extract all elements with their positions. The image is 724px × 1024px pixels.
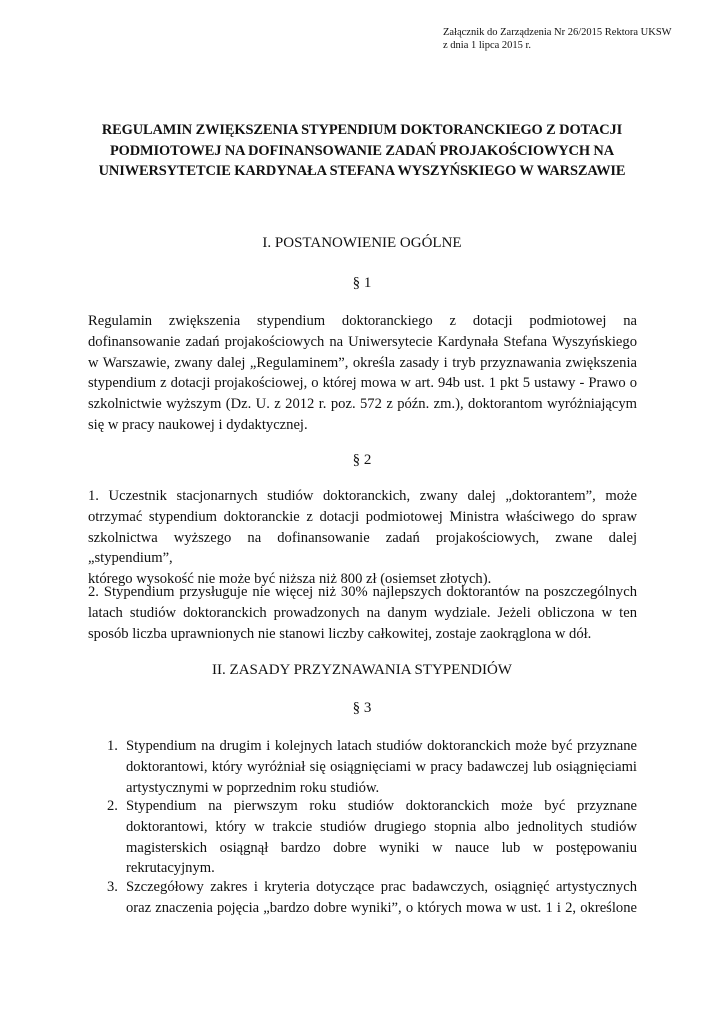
list-item-number: 1. (107, 738, 118, 754)
attachment-note-line-1: Załącznik do Zarządzenia Nr 26/2015 Rektora UKSW (443, 27, 672, 38)
paragraph-2-point-1-line: 1. Uczestnik stacjonarnych studiów doktoranckich, zwany dalej „doktorantem”, może (88, 488, 637, 504)
list-item-text (126, 736, 637, 798)
paragraph-3-symbol: § 3 (352, 700, 372, 716)
list-item-line: oraz znaczenia pojęcia „bardzo dobre wyniki”, o których mowa w ust. 1 i 2, określone (126, 899, 637, 916)
list-item-number: 2. (107, 798, 118, 814)
paragraph-1-line: dofinansowanie zadań projakościowych na Uniwersytecie Kardynała Stefana Wyszyńskiego (88, 333, 637, 350)
paragraph-1-line: stypendium z dotacji projakościowej, o której mowa w art. 94b ust. 1 pkt 5 ustawy - Prawo o (88, 375, 637, 392)
paragraph-2-point-1 (88, 486, 637, 590)
paragraph-2-point-2-line: latach studiów doktoranckich prowadzonych na danym wydziale. Jeżeli obliczona w ten (88, 604, 637, 621)
paragraph-2-point-2-line: 2. Stypendium przysługuje nie więcej niż 30% najlepszych doktorantów na poszczególnych (88, 584, 637, 600)
attachment-note (443, 27, 713, 52)
paragraph-1-symbol: § 1 (352, 275, 372, 291)
list-item-line: rekrutacyjnym. (126, 860, 215, 877)
section-2-heading: II. ZASADY PRZYZNAWANIA STYPENDIÓW (212, 662, 512, 678)
list-item-text (126, 877, 637, 919)
paragraph-1-line: w Warszawie, zwany dalej „Regulaminem”, określa zasady i tryb przyznawania zwiększenia (88, 354, 637, 371)
list-item-line: Szczegółowy zakres i kryteria dotyczące prac badawczych, osiągnięć artystycznych (126, 879, 637, 895)
paragraph-1-text (88, 311, 637, 436)
title-line-3: UNIWERSYTETCIE KARDYNAŁA STEFANA WYSZYŃSKIEGO W WARSZAWIE (98, 163, 626, 179)
paragraph-2-point-2-line: sposób liczba uprawnionych nie stanowi liczby całkowitej, zostaje zaokrąglona w dół. (88, 625, 592, 642)
document-title (80, 120, 644, 182)
list-item-text (126, 796, 637, 879)
list-item-line: doktorantowi, który wyróżniał się osiągnięciami w pracy badawczej lub osiągnięciami (126, 758, 637, 775)
section-1-heading: I. POSTANOWIENIE OGÓLNE (262, 235, 462, 251)
list-item-line: artystycznymi w poprzednim roku studiów. (126, 779, 380, 796)
paragraph-1-line: Regulamin zwiększenia stypendium doktoranckiego z dotacji podmiotowej na (88, 313, 637, 329)
paragraph-2-symbol: § 2 (352, 452, 372, 468)
paragraph-2-point-1-line: którego wysokość nie może być niższa niż 800 zł (osiemset złotych). (88, 571, 492, 588)
paragraph-1-line: szkolnictwie wyższym (Dz. U. z 2012 r. poz. 572 z późn. zm.), doktorantom wyróżniającym (88, 396, 637, 413)
paragraph-2-point-1-line: otrzymać stypendium doktoranckie z dotacji podmiotowej Ministra właściwego do spraw (88, 508, 637, 525)
paragraph-2-point-1-line: szkolnictwa wyższego na dofinansowanie zadań projakościowych, zwane dalej „stypendium”, (88, 529, 637, 567)
attachment-note-line-2: z dnia 1 lipca 2015 r. (443, 39, 532, 51)
paragraph-2-point-2 (88, 582, 637, 644)
list-item-line: doktorantowi, który w trakcie studiów drugiego stopnia albo jednolitych studiów (126, 818, 637, 835)
list-item-line: Stypendium na drugim i kolejnych latach studiów doktoranckich może być przyznane (126, 738, 637, 754)
list-item-line: magisterskich osiągnął bardzo dobre wyniki w nauce lub w postępowaniu (126, 839, 637, 856)
list-item-number: 3. (107, 879, 118, 895)
title-line-1: REGULAMIN ZWIĘKSZENIA STYPENDIUM DOKTORANCKIEGO Z DOTACJI (101, 122, 623, 138)
title-line-2: PODMIOTOWEJ NA DOFINANSOWANIE ZADAŃ PROJAKOŚCIOWYCH NA (109, 142, 615, 159)
paragraph-1-line: się w pracy naukowej i dydaktycznej. (88, 416, 308, 433)
list-item-line: Stypendium na pierwszym roku studiów doktoranckich może być przyznane (126, 798, 637, 814)
